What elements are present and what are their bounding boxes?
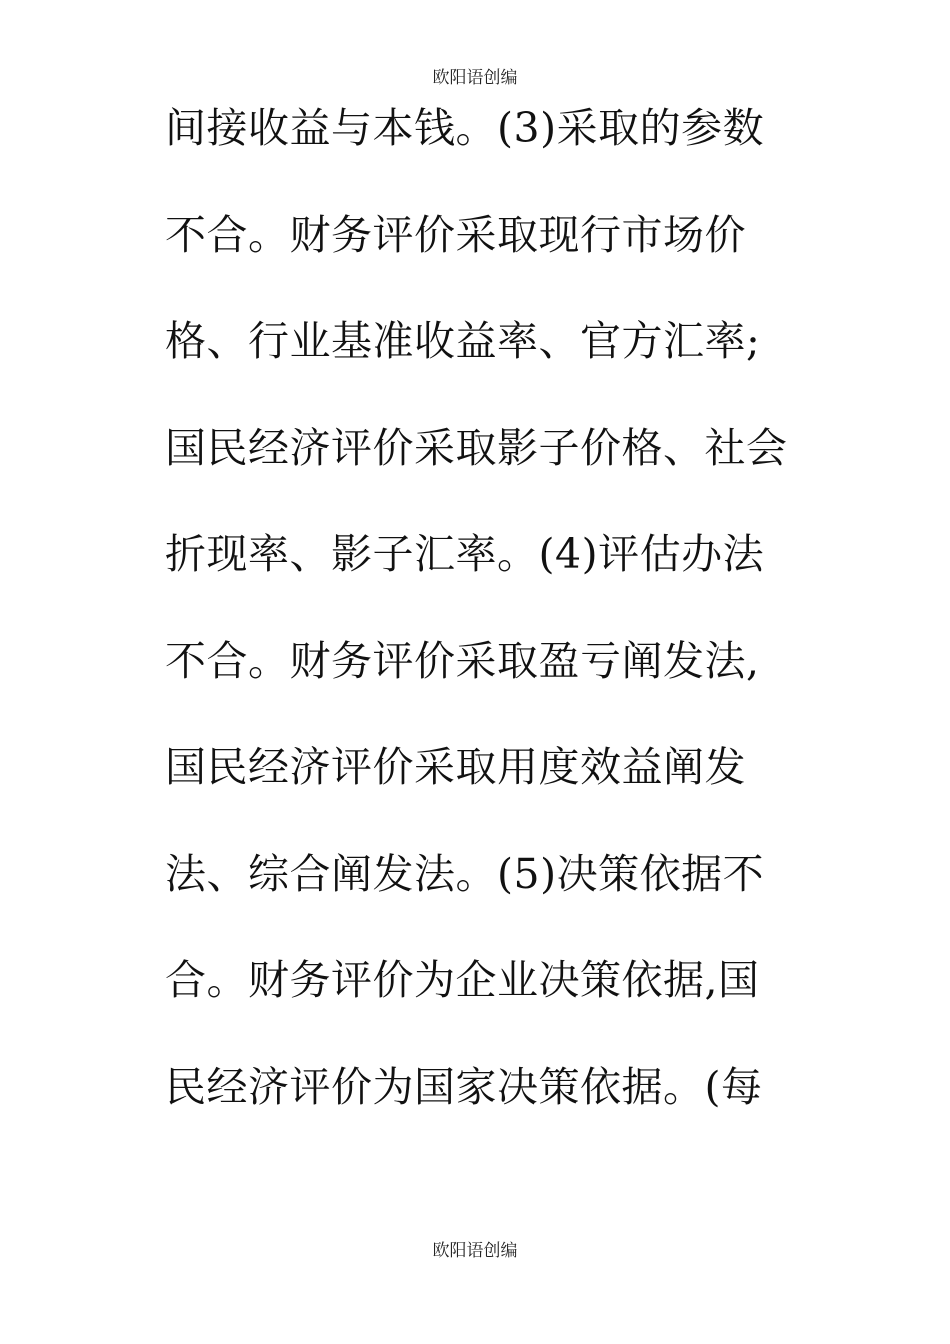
body-line: 折现率、影子汇率。(4)评估办法 (165, 530, 765, 578)
body-line: 不合。财务评价采取现行市场价 (165, 210, 746, 259)
body-line: 合。财务评价为企业决策依据,国 (165, 956, 760, 1004)
page-header: 欧阳语创编 (432, 68, 518, 88)
body-line: 国民经济评价采取影子价格、社会 (165, 423, 788, 472)
body-line: 格、行业基准收益率、官方汇率; (165, 317, 761, 365)
document-body (165, 98, 790, 1163)
body-line: 法、综合阐发法。(5)决策依据不 (165, 849, 765, 898)
body-line: 国民经济评价采取用度效益阐发 (165, 743, 746, 791)
page-footer: 欧阳语创编 (432, 1241, 518, 1261)
body-line: 民经济评价为国家决策依据。(每 (165, 1062, 763, 1111)
body-line: 间接收益与本钱。(3)采取的参数 (165, 104, 765, 152)
body-line: 不合。财务评价采取盈亏阐发法, (165, 636, 760, 685)
